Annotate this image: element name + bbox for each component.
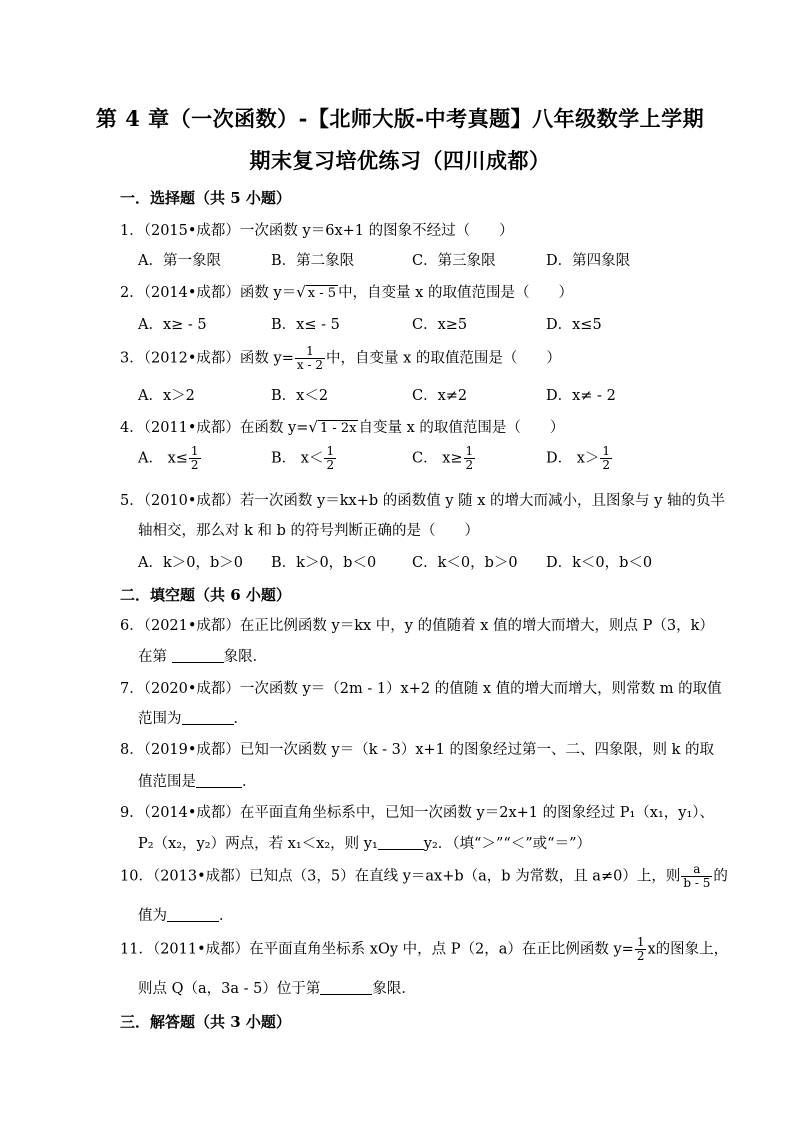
q1-option-d: D．第四象限: [546, 253, 631, 269]
q4-option-a-fraction: [189, 445, 201, 472]
q4-option-d: [546, 445, 613, 472]
q5-option-c: C．k＜0，b＞0: [412, 555, 518, 571]
q4-radicand: 1 - 2x: [319, 421, 357, 436]
q3-options: [138, 384, 698, 404]
frac-den: 2: [326, 458, 335, 472]
q4-prefix: 4．（2011•成都）在函数 y=: [120, 420, 309, 436]
frac-num: 1: [190, 444, 199, 458]
q1-suffix: 的图象不经过（ ）: [364, 223, 514, 239]
q9-answer-blank: [378, 835, 424, 850]
page-title-line1: 第 4 章（一次函数）-【北师大版-中考真题】八年级数学上学期: [95, 106, 705, 131]
q10-fraction: [681, 863, 712, 890]
q7-text-a: 范围为: [138, 711, 182, 727]
q2-options: [138, 313, 698, 333]
section-heading-choice: 一．选择题（共 5 小题）: [120, 189, 291, 207]
q6-text-a: 在第: [138, 649, 172, 665]
sqrt-sign-icon: √: [308, 418, 318, 436]
q1-options: [138, 249, 698, 269]
frac-num: 1: [326, 444, 335, 458]
question-6-line2: [138, 645, 267, 666]
q4-option-d-fraction: [600, 445, 612, 472]
q5-options: [138, 551, 698, 571]
q1-option-a: A．第一象限: [138, 253, 221, 269]
q2-prefix: 2．（2014•成都）函数 y＝: [120, 285, 297, 301]
frac-num: 1: [465, 444, 474, 458]
q1-prefix: 1．（2015•成都）一次函数: [120, 223, 303, 239]
q11-answer-blank: [320, 980, 372, 995]
q2-option-d: D．x≤5: [546, 317, 602, 333]
q5-option-b: B．k＞0，b＜0: [271, 555, 377, 571]
q6-text-b: 象限．: [223, 649, 268, 665]
question-9-line2: [138, 832, 591, 853]
q11-text-a: 则点 Q（a，3a - 5）位于第: [138, 981, 321, 997]
page-title-line2: 期末复习培优练习（四川成都）: [249, 148, 551, 173]
question-8-line2: [138, 770, 257, 791]
frac-num: 1: [602, 444, 611, 458]
q3-option-d: D．x≠ - 2: [546, 388, 616, 404]
frac-den: 2: [190, 458, 199, 472]
q8-text-b: ．: [242, 774, 257, 790]
q4-option-a-label: A． x≤: [138, 450, 188, 467]
q4-option-b-label: B． x＜: [271, 450, 324, 467]
q10-text-a: 值为: [138, 908, 167, 924]
q4-option-c-label: C． x≥: [412, 450, 463, 467]
section-heading-fill: 二．填空题（共 6 小题）: [120, 586, 291, 604]
q10-text-b: ．: [219, 908, 234, 924]
q4-option-b: [271, 445, 337, 472]
question-2: [120, 281, 573, 302]
question-7-line2: [138, 707, 248, 728]
q3-option-c: C．x≠2: [412, 388, 468, 404]
q11-fraction: [635, 936, 647, 963]
frac-den: 2: [465, 458, 474, 472]
question-11-line1: [120, 936, 728, 963]
q3-denominator: x - 2: [296, 358, 323, 372]
q2-option-c: C．x≥5: [412, 317, 468, 333]
q2-radicand: x - 5: [307, 286, 337, 301]
question-8-line1: 8．（2019•成都）已知一次函数 y＝（k - 3）x+1 的图象经过第一、二、四象限，则 k 的取: [120, 742, 715, 758]
q10-denominator: b - 5: [683, 876, 711, 890]
q9-text-a: P₂（x₂，y₂）两点，若 x₁＜x₂，则 y₁: [138, 836, 378, 852]
q6-answer-blank: [172, 648, 224, 663]
question-7-line1: 7．（2020•成都）一次函数 y＝（2m - 1）x+2 的值随 x 值的增大而增大，则常数 m 的取值: [120, 681, 722, 697]
question-10-line1: [120, 863, 728, 890]
q5-option-d: D．k＜0，b＜0: [546, 555, 653, 571]
q7-answer-blank: [182, 710, 234, 725]
q4-suffix: 自变量 x 的取值范围是（ ）: [358, 420, 565, 436]
question-4: [120, 416, 564, 437]
question-9-line1: 9．（2014•成都）在平面直角坐标系中，已知一次函数 y＝2x+1 的图象经过 P₁（x₁，y₁）、: [120, 805, 715, 821]
q2-option-a: A．x≥ - 5: [138, 317, 207, 333]
q8-text-a: 值范围是: [138, 774, 196, 790]
q3-option-a: A．x＞2: [138, 388, 195, 404]
q7-text-b: ．: [233, 711, 248, 727]
q3-option-b: B．x＜2: [271, 388, 329, 404]
q10-numerator: a: [681, 863, 712, 877]
question-1: [120, 219, 514, 240]
q5-option-a: A．k＞0，b＞0: [138, 555, 243, 571]
frac-den: 2: [602, 458, 611, 472]
question-6-line1: 6．（2021•成都）在正比例函数 y＝kx 中，y 的值随着 x 值的增大而增大，则点 P（3，k）: [120, 618, 714, 634]
section-heading-solve: 三．解答题（共 3 小题）: [120, 1013, 291, 1031]
q1-option-b: B．第二象限: [271, 253, 355, 269]
question-5-line1: 5．（2010•成都）若一次函数 y＝kx+b 的函数值 y 随 x 的增大而减小，且图象与 y 轴的负半: [120, 493, 725, 509]
q11-suffix: x的图象上，: [647, 941, 729, 958]
q11-numerator: 1: [636, 935, 645, 949]
q4-option-a: [138, 445, 202, 472]
q3-prefix: 3．（2012•成都）函数 y=: [120, 350, 294, 367]
q9-text-b: y₂．（填“＞”“＜”或“＝”）: [423, 836, 592, 852]
q4-option-c-fraction: [464, 445, 476, 472]
q10-suffix: 的: [713, 868, 728, 885]
question-11-line2: [138, 977, 416, 998]
q3-suffix: 中，自变量 x 的取值范围是（ ）: [325, 350, 561, 367]
sqrt-sign-icon: √: [296, 283, 306, 301]
question-3: [120, 345, 561, 372]
q11-text-b: 象限．: [372, 981, 416, 997]
q4-options: [138, 445, 698, 477]
q10-prefix: 10．（2013•成都）已知点（3，5）在直线 y＝ax+b（a，b 为常数，且 a≠0）上，则: [120, 868, 681, 885]
q8-answer-blank: [196, 773, 242, 788]
q4-option-d-label: D． x＞: [546, 450, 600, 467]
q11-prefix: 11．（2011•成都）在平面直角坐标系 xOy 中，点 P（2，a）在正比例函数 y=: [120, 941, 634, 958]
q2-option-b: B．x≤ - 5: [271, 317, 340, 333]
q4-option-c: [412, 445, 476, 472]
q3-fraction: [295, 345, 325, 372]
q10-answer-blank: [167, 907, 219, 922]
q1-option-c: C．第三象限: [412, 253, 496, 269]
q11-denominator: 2: [636, 949, 645, 963]
q1-expression: y＝6x+1: [302, 223, 365, 239]
q4-option-b-fraction: [324, 445, 336, 472]
q2-suffix: 中，自变量 x 的取值范围是（ ）: [338, 285, 573, 301]
q3-numerator: 1: [295, 345, 325, 359]
question-10-line2: [138, 904, 234, 925]
question-5-line2: 轴相交，那么对 k 和 b 的符号判断正确的是（ ）: [138, 523, 480, 539]
